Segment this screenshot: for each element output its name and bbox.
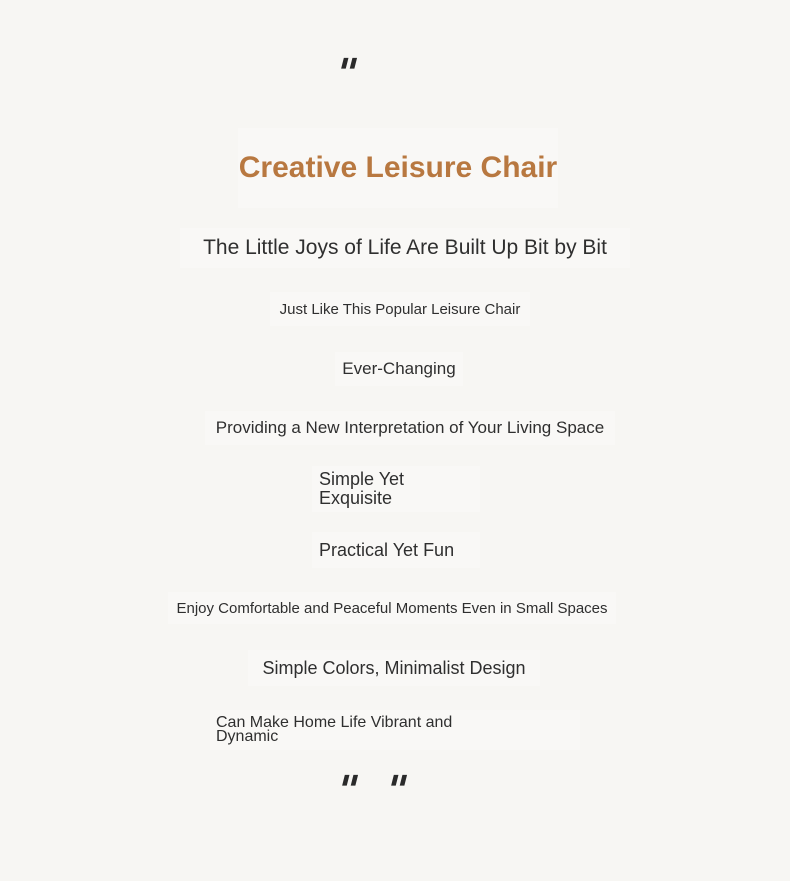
page-title: Creative Leisure Chair [238, 128, 558, 208]
text-line-3: Ever-Changing [335, 352, 463, 386]
text-line-8: Simple Colors, Minimalist Design [248, 650, 540, 686]
subtitle-line: The Little Joys of Life Are Built Up Bit by Bit [180, 228, 630, 268]
text-line-2: Just Like This Popular Leisure Chair [270, 292, 530, 326]
text-line-4: Providing a New Interpretation of Your Living Space [205, 411, 615, 445]
text-line-5: Simple Yet Exquisite [312, 466, 480, 512]
text-line-9 [210, 710, 580, 750]
opening-quote-mark: " [330, 51, 361, 97]
text-line-7: Enjoy Comfortable and Peaceful Moments Even in Small Spaces [168, 592, 616, 624]
closing-quote-mark-left: " [331, 768, 364, 814]
closing-quote-mark-right: " [380, 768, 413, 814]
text-line-9-text: Can Make Home Life Vibrant and Dynamic [216, 714, 453, 745]
text-line-6: Practical Yet Fun [312, 532, 480, 568]
